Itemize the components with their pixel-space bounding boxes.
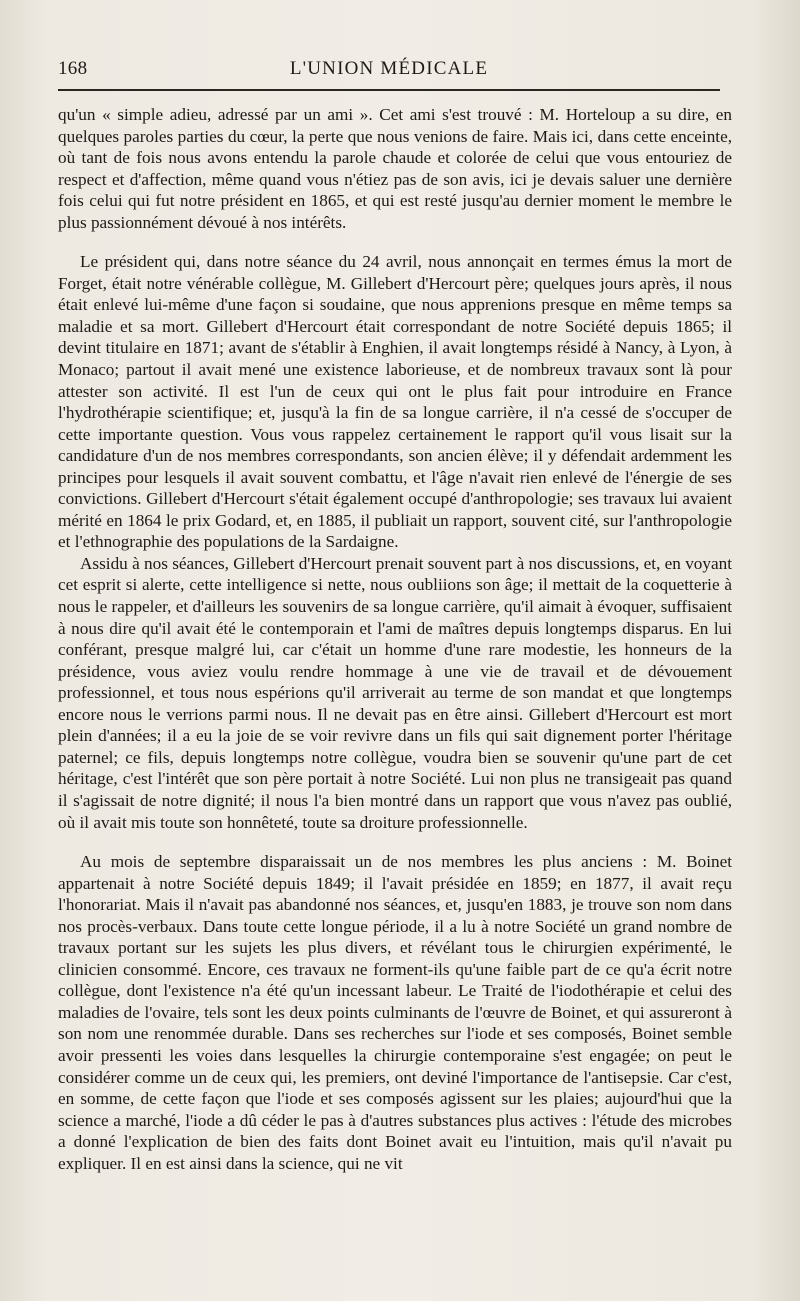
paragraph-gillebert-tribute: Assidu à nos séances, Gillebert d'Hercourt prenait souvent part à nos discussions, et, en voyant cet esprit si alerte, cette intelligence si nette, nous oubliions son âge; il mettait de la coquetterie à nous le rappeler, et d'ailleurs les souvenirs de sa longue carrière, qu'il aimait à évoquer, suffisaient à nous dire qu'il avait été le contemporain et l'ami de maîtres depuis longtemps disparus. En lui conférant, presque malgré lui, car c'était un homme d'une rare modestie, les honneurs de la présidence, vous aviez voulu rendre hommage à une vie de travail et de dévouement professionnel, et tous nous espérions qu'il arriverait au terme de son mandat et que longtemps encore nous le verrions parmi nous. Il ne devait pas en être ainsi. Gillebert d'Hercourt est mort plein d'années; il a eu la joie de se voir revivre dans un fils qui sait dignement porter l'héritage paternel; ce fils, depuis longtemps notre collègue, voudra bien se souvenir qu'une part de cet héritage, c'est l'intérêt que son père portait à notre Société. Lui non plus ne transigeait pas quand il s'agissait de notre dignité; il nous l'a bien montré dans un rapport que vous n'avez pas oublié, où il avait mis toute son honnêteté, toute sa droiture professionnelle. — [58, 553, 732, 832]
page-number: 168 — [58, 58, 88, 79]
paragraph-gillebert-death: Le président qui, dans notre séance du 24 avril, nous annonçait en termes émus la mort de Forget, était notre vénérable collègue, M. Gillebert d'Hercourt père; quelques jours après, il nous était enlevé lui-même d'une façon si soudaine, que nous apprenions presque en même temps sa maladie et sa mort. Gillebert d'Hercourt était correspondant de notre Société depuis 1865; il devint titulaire en 1871; avant de s'établir à Enghien, il avait longtemps résidé à Nancy, à Lyon, à Monaco; partout il avait mené une existence laborieuse, et de nombreux travaux sont là pour attester son activité. Il est l'un de ceux qui ont le plus fait pour introduire en France l'hydrothérapie scientifique; et, jusqu'à la fin de sa longue carrière, il n'a cessé de s'occuper de cette importante question. Vous vous rappelez certainement le rapport qu'il vous lisait sur la candidature d'un de nos membres correspondants, son ancien élève; il y défendait ardemment les principes pour lesquels il avait souvent combattu, et l'âge n'avait rien enlevé de l'énergie de ses convictions. Gillebert d'Hercourt s'était également occupé d'anthropologie; ses travaux lui avaient mérité en 1864 le prix Godard, et, en 1885, il publiait un rapport, souvent cité, sur l'anthropologie et l'ethnographie des populations de la Sardaigne. — [58, 252, 732, 552]
paragraph-continued: qu'un « simple adieu, adressé par un ami ». Cet ami s'est trouvé : M. Horteloup a su dire, en quelques paroles parties du cœur, la perte que nous venions de faire. Mais ici, dans cette enceinte, où tant de fois nous avons entendu la parole chaude et colorée de celui que vous entouriez de respect et d'affection, même quand vous n'étiez pas de son avis, ici je devais saluer une dernière fois celui qui fut notre président en 1865, et qui est resté jusqu'au dernier moment le membre le plus passionnément dévoué à nos intérêts. — [58, 105, 732, 232]
body-text — [58, 104, 732, 1174]
paragraph-boinet: Au mois de septembre disparaissait un de nos membres les plus anciens : M. Boinet appartenait à notre Société depuis 1849; il l'avait présidée en 1859; en 1877, il avait reçu l'honorariat. Mais il n'avait pas abandonné nos séances, et, jusqu'en 1883, je trouve son nom dans nos procès-verbaux. Dans toute cette longue période, il a lu à notre Société un grand nombre de travaux portant sur les sujets les plus divers, et révélant tous le chirurgien expérimenté, le clinicien consommé. Encore, ces travaux ne forment-ils qu'une faible part de ce qu'a écrit notre collègue, dont l'existence n'a été qu'un incessant labeur. Le Traité de l'iodothérapie et celui des maladies de l'ovaire, tels sont les deux points culminants de l'œuvre de Boinet, et qui assureront à son nom une renommée durable. Dans ses recherches sur l'iode et ses composés, Boinet semble avoir pressenti les voies dans lesquelles la chirurgie contemporaine s'est engagée; on peut le considérer comme un de ceux qui, les premiers, ont deviné l'importance de l'antisepsie. Car c'est, en somme, de cette façon que l'iode et ses composés agissent sur les plaies; aujourd'hui que la science a marché, l'iode a dû céder le pas à d'autres substances plus actives : l'étude des microbes a donné l'explication de bien des faits dont Boinet avait eu l'intuition, mais qu'il n'avait pu expliquer. Il en est ainsi dans la science, qui ne vit — [58, 852, 732, 1173]
header-rule — [58, 89, 720, 91]
page-header — [58, 56, 720, 86]
running-title: L'UNION MÉDICALE — [289, 58, 489, 79]
